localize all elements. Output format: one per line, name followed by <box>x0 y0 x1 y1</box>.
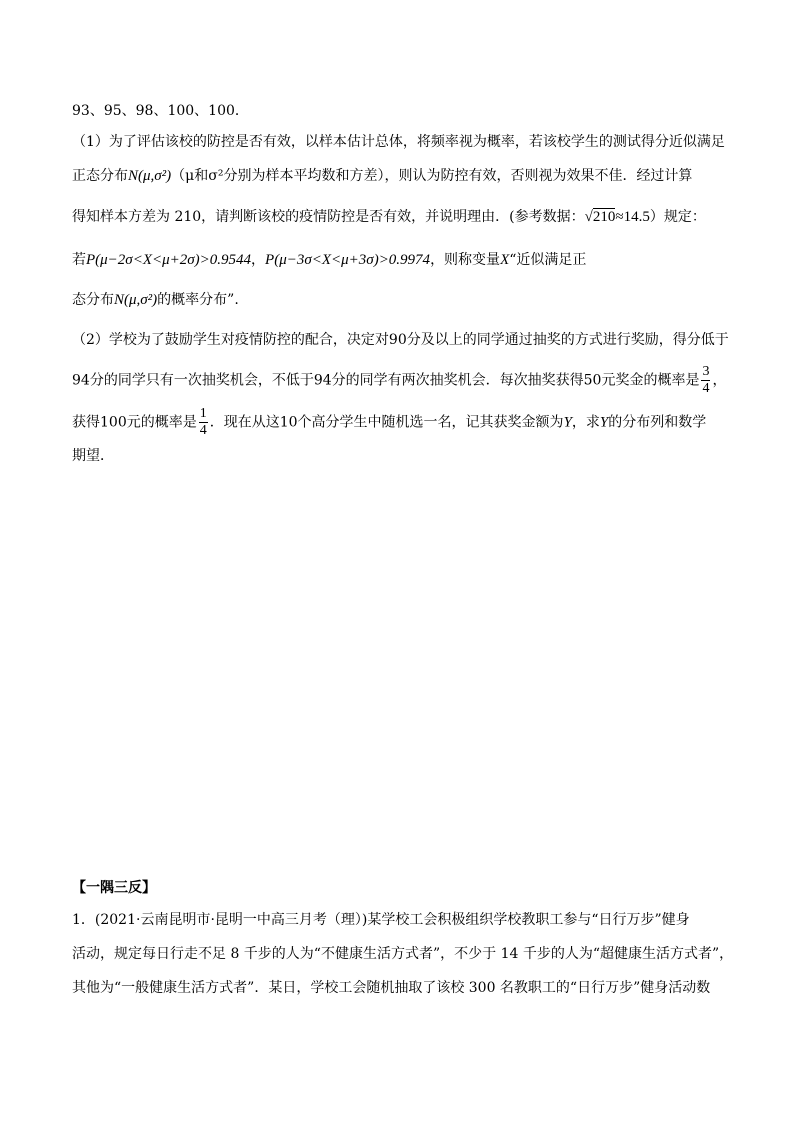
probability-2sigma: P(μ−2σ<X<μ+2σ)>0.9544 <box>86 252 252 268</box>
fraction-three-quarters <box>701 364 710 397</box>
fraction-numerator: 3 <box>702 364 710 379</box>
q1-text: 正态分布 <box>72 168 128 184</box>
problem-text: 1．(2021·云南昆明市·昆明一中高三月考（理）)某学校工会积极组织学校教职工参与“日行万步”健身 <box>72 912 690 928</box>
variable-y: Y <box>599 414 609 431</box>
q1-text: （μ和σ²分别为样本平均数和方差），则认为防控有效，否则视为效果不佳．经过计算 <box>171 168 693 184</box>
q2-text: 期望． <box>72 448 114 464</box>
fraction-denominator: 4 <box>702 381 710 396</box>
data-values-line <box>72 101 249 121</box>
normal-distribution-formula: N(μ,σ²) <box>128 168 172 184</box>
problem-text: 其他为“一般健康生活方式者”．某日，学校工会随机抽取了该校 300 名教职工的“日行万步”健身活动数 <box>72 980 711 996</box>
q1-line-2 <box>72 166 692 186</box>
q1-text: ）规定： <box>649 209 706 225</box>
q1-line-1 <box>72 132 725 152</box>
q1-text: 得知样本方差为 210，请判断该校的疫情防控是否有效，并说明理由．(参考数据： <box>72 209 585 225</box>
q1-text: ， <box>251 252 266 268</box>
q1-text: 态分布 <box>72 292 114 308</box>
q1-text: 的概率分布”. <box>157 292 239 308</box>
q1-text: （1）为了评估该校的防控是否有效，以样本估计总体，将频率视为概率，若该校学生的测试得分近似满足 <box>72 134 725 150</box>
normal-distribution-formula: N(μ,σ²) <box>114 292 158 308</box>
fraction-denominator: 4 <box>199 423 207 438</box>
q2-line-3 <box>72 406 706 439</box>
fraction-one-quarter <box>199 406 208 439</box>
q2-line-1 <box>72 330 729 350</box>
problem-1-line-2 <box>72 944 733 964</box>
q2-text: 94分的同学只有一次抽奖机会，不低于94分的同学有两次抽奖机会．每次抽奖获得50元奖金的概率是 <box>72 372 700 389</box>
variable-x: X <box>500 252 510 268</box>
sqrt-radicand: 210 <box>592 209 616 225</box>
q2-text: ．现在从这10个高分学生中随机选一名，记其获奖金额为 <box>209 414 564 431</box>
sqrt-formula: √210≈14.5 <box>584 209 650 225</box>
fraction-numerator: 1 <box>199 406 207 421</box>
q2-line-2 <box>72 364 726 397</box>
q1-text: 若 <box>72 252 86 268</box>
q1-text: ，则称变量 <box>430 252 501 268</box>
q2-text: 的分布列和数学 <box>608 414 707 431</box>
problem-1-line-3 <box>72 978 710 998</box>
sqrt-approx: ≈14.5 <box>615 209 650 225</box>
q2-text: 获得100元的概率是 <box>72 414 197 431</box>
q2-line-4 <box>72 446 114 466</box>
q1-line-4 <box>72 250 586 270</box>
section-heading-text: 【一隅三反】 <box>72 880 156 896</box>
section-heading <box>72 878 156 898</box>
variable-y: Y <box>563 414 572 431</box>
q1-text: “近似满足正 <box>509 252 587 268</box>
q2-text: （2）学校为了鼓励学生对疫情防控的配合，决定对90分及以上的同学通过抽奖的方式进行奖励，得分低于 <box>72 332 729 348</box>
q2-text: ，求 <box>571 414 600 431</box>
problem-1-line-1 <box>72 910 690 930</box>
q1-line-5 <box>72 290 239 310</box>
q2-text: ， <box>712 372 727 389</box>
q1-line-3 <box>72 207 706 227</box>
probability-3sigma: P(μ−3σ<X<μ+3σ)>0.9974 <box>265 252 431 268</box>
data-values: 93、95、98、100、100． <box>72 103 249 119</box>
problem-text: 活动，规定每日行走不足 8 千步的人为“不健康生活方式者”，不少于 14 千步的人为“超健康生活方式者”， <box>72 946 734 962</box>
